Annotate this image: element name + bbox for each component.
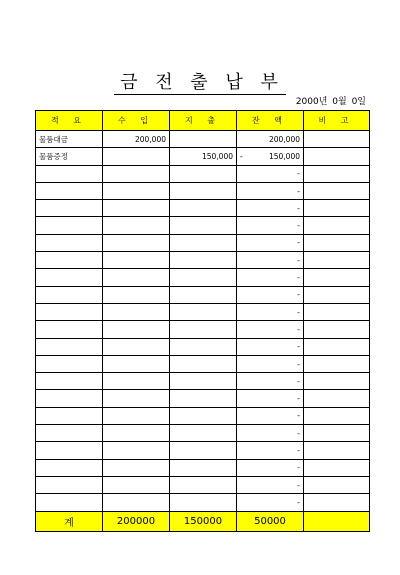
row-income [103, 148, 170, 165]
row-balance [237, 200, 304, 217]
table-row [36, 407, 370, 424]
table-row [36, 286, 370, 303]
row-income [103, 476, 170, 493]
row-balance [237, 234, 304, 251]
row-note [304, 407, 370, 424]
table-row [36, 476, 370, 493]
table-row [36, 494, 370, 511]
table-row [36, 148, 370, 165]
balance-value: - [297, 411, 300, 421]
row-income [103, 165, 170, 182]
balance-value: - [297, 463, 300, 473]
balance-value: - [297, 428, 300, 438]
table-row [36, 269, 370, 286]
table-row [36, 425, 370, 442]
row-description [36, 286, 103, 303]
row-income [103, 338, 170, 355]
row-note [304, 252, 370, 269]
row-income [103, 200, 170, 217]
row-income [103, 303, 170, 320]
row-note [304, 148, 370, 165]
balance-value: 150,000 [268, 151, 300, 161]
row-income [103, 217, 170, 234]
row-income [103, 252, 170, 269]
balance-value: - [297, 376, 300, 386]
row-description: 물품대금 [36, 131, 103, 148]
row-note [304, 459, 370, 476]
row-description [36, 165, 103, 182]
row-expense [170, 355, 237, 372]
row-description [36, 442, 103, 459]
balance-value: - [297, 238, 300, 248]
row-balance [237, 252, 304, 269]
row-description [36, 321, 103, 338]
row-note [304, 476, 370, 493]
row-balance [237, 425, 304, 442]
row-balance [237, 459, 304, 476]
row-income [103, 182, 170, 199]
row-description [36, 494, 103, 511]
row-description [36, 234, 103, 251]
row-description [36, 407, 103, 424]
balance-value: - [297, 273, 300, 283]
row-income: 200,000 [103, 131, 170, 148]
row-balance [237, 269, 304, 286]
row-income [103, 442, 170, 459]
row-expense [170, 286, 237, 303]
table-row [36, 390, 370, 407]
row-balance [237, 131, 304, 148]
row-balance [237, 476, 304, 493]
table-row [36, 321, 370, 338]
row-note [304, 442, 370, 459]
row-balance [237, 303, 304, 320]
row-expense [170, 165, 237, 182]
row-balance [237, 442, 304, 459]
row-expense [170, 252, 237, 269]
cash-ledger-table [35, 110, 370, 532]
balance-value: - [297, 307, 300, 317]
row-income [103, 425, 170, 442]
row-description [36, 269, 103, 286]
table-row [36, 303, 370, 320]
row-note [304, 355, 370, 372]
page-title [0, 68, 400, 94]
row-balance [237, 286, 304, 303]
ledger-body [36, 131, 370, 512]
header-row [36, 111, 370, 131]
row-description [36, 459, 103, 476]
balance-value: - [297, 169, 300, 179]
row-note [304, 321, 370, 338]
row-expense: 150,000 [170, 148, 237, 165]
total-balance: 50000 [237, 511, 304, 531]
row-expense [170, 182, 237, 199]
row-income [103, 269, 170, 286]
table-row [36, 459, 370, 476]
row-description: 물품증정 [36, 148, 103, 165]
row-balance [237, 373, 304, 390]
header-note: 비 고 [304, 111, 370, 131]
total-label: 계 [36, 511, 103, 531]
row-note [304, 200, 370, 217]
header-income: 수 입 [103, 111, 170, 131]
row-expense [170, 494, 237, 511]
row-balance [237, 148, 304, 165]
row-expense [170, 425, 237, 442]
total-note [304, 511, 370, 531]
table-row [36, 338, 370, 355]
row-note [304, 390, 370, 407]
table-row [36, 252, 370, 269]
row-expense [170, 303, 237, 320]
row-expense [170, 390, 237, 407]
row-description [36, 182, 103, 199]
balance-value: - [297, 342, 300, 352]
row-income [103, 321, 170, 338]
row-note [304, 131, 370, 148]
table-row [36, 442, 370, 459]
row-income [103, 286, 170, 303]
table-row [36, 200, 370, 217]
table-row [36, 234, 370, 251]
row-note [304, 182, 370, 199]
row-description [36, 476, 103, 493]
row-balance [237, 407, 304, 424]
row-expense [170, 217, 237, 234]
row-description [36, 217, 103, 234]
balance-value: - [297, 359, 300, 369]
row-note [304, 494, 370, 511]
row-expense [170, 321, 237, 338]
row-note [304, 373, 370, 390]
row-balance [237, 165, 304, 182]
balance-value: - [297, 290, 300, 300]
title-text: 금 전 출 납 부 [114, 72, 286, 95]
table-row [36, 165, 370, 182]
row-description [36, 355, 103, 372]
total-expense: 150000 [170, 511, 237, 531]
row-income [103, 390, 170, 407]
balance-value: - [297, 497, 300, 507]
row-balance [237, 494, 304, 511]
row-balance [237, 321, 304, 338]
row-balance [237, 390, 304, 407]
row-expense [170, 373, 237, 390]
header-expense: 지 출 [170, 111, 237, 131]
row-balance [237, 338, 304, 355]
total-row [36, 511, 370, 531]
row-note [304, 286, 370, 303]
balance-value: - [297, 203, 300, 213]
row-expense [170, 200, 237, 217]
row-expense [170, 338, 237, 355]
row-note [304, 165, 370, 182]
row-income [103, 407, 170, 424]
row-balance [237, 182, 304, 199]
table-row [36, 373, 370, 390]
row-note [304, 217, 370, 234]
row-expense [170, 407, 237, 424]
total-income: 200000 [103, 511, 170, 531]
balance-sign: - [240, 151, 243, 161]
row-description [36, 252, 103, 269]
row-expense [170, 131, 237, 148]
row-description [36, 390, 103, 407]
row-description [36, 373, 103, 390]
row-income [103, 494, 170, 511]
table-row [36, 182, 370, 199]
balance-value: - [297, 324, 300, 334]
row-balance [237, 355, 304, 372]
row-income [103, 373, 170, 390]
row-description [36, 338, 103, 355]
row-description [36, 303, 103, 320]
row-income [103, 355, 170, 372]
row-expense [170, 234, 237, 251]
balance-value: 200,000 [268, 134, 300, 144]
row-income [103, 234, 170, 251]
row-expense [170, 442, 237, 459]
row-expense [170, 459, 237, 476]
balance-value: - [297, 480, 300, 490]
row-note [304, 303, 370, 320]
row-balance [237, 217, 304, 234]
table-row [36, 217, 370, 234]
row-note [304, 425, 370, 442]
row-expense [170, 476, 237, 493]
balance-value: - [297, 255, 300, 265]
header-description: 적 요 [36, 111, 103, 131]
balance-value: - [297, 394, 300, 404]
table-row [36, 355, 370, 372]
row-note [304, 234, 370, 251]
document-date: 2000년 0월 0일 [295, 97, 366, 107]
row-note [304, 338, 370, 355]
row-description [36, 425, 103, 442]
row-income [103, 459, 170, 476]
row-description [36, 200, 103, 217]
table-row [36, 131, 370, 148]
row-note [304, 269, 370, 286]
balance-value: - [297, 221, 300, 231]
balance-value: - [297, 445, 300, 455]
row-expense [170, 269, 237, 286]
header-balance: 잔 액 [237, 111, 304, 131]
balance-value: - [297, 186, 300, 196]
